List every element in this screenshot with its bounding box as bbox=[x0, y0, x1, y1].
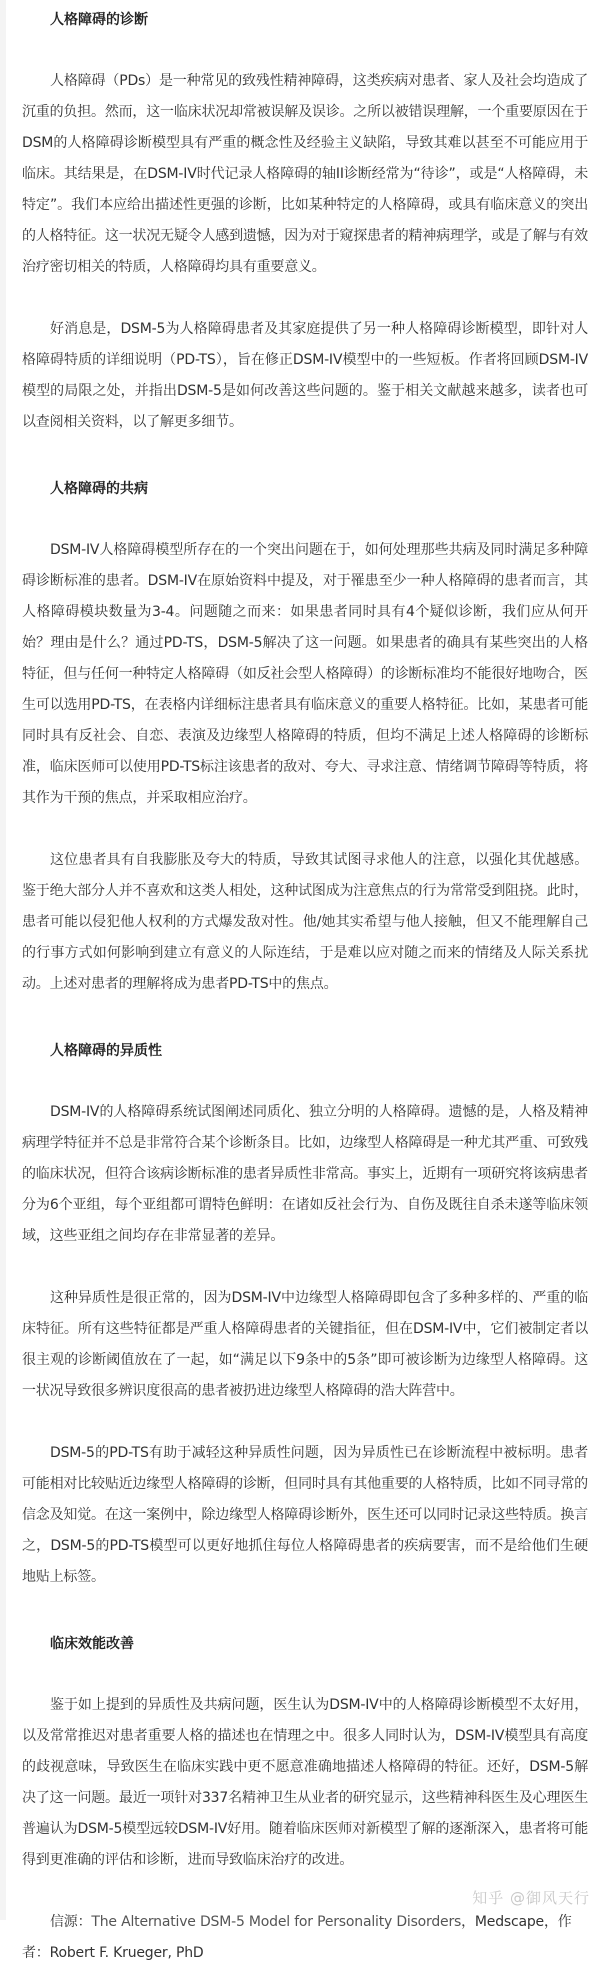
source-title: The Alternative DSM-5 Model for Personality Disorders bbox=[91, 1914, 462, 1930]
section-comorbidity bbox=[22, 474, 588, 1031]
section-heading: 人格障碍的诊断 bbox=[50, 12, 148, 28]
section-heading: 人格障碍的异质性 bbox=[50, 1043, 162, 1059]
section-diagnosis bbox=[22, 5, 588, 469]
paragraph: 这种异质性是很正常的，因为DSM-IV中边缘型人格障碍即包含了多种多样的、严重的临床特征。所有这些特征都是严重人格障碍患者的关键指征，但在DSM-IV中，它们被制定者以很主观的诊断阈值放在了一起，如“满足以下9条中的5条”即可被诊断为边缘型人格障碍。这一状况导致很多辨识度很高的患者被扔进边缘型人格障碍的浩大阵营中。 bbox=[22, 1290, 588, 1399]
paragraph: DSM-IV人格障碍模型所存在的一个突出问题在于，如何处理那些共病及同时满足多种障碍诊断标准的患者。DSM-IV在原始资料中提及，对于罹患至少一种人格障碍的患者而言，其人格障碍模块数量为3-4。问题随之而来：如果患者同时具有4个疑似诊断，我们应从何开始？理由是什么？通过PD-TS，DSM-5解决了这一问题。如果患者的确具有某些突出的人格特征，但与任何一种特定人格障碍（如反社会型人格障碍）的诊断标准均不能很好地吻合，医生可以选用PD-TS，在表格内详细标注患者具有临床意义的重要人格特征。比如，某患者可能同时具有反社会、自恋、表演及边缘型人格障碍的特质，但均不满足上述人格障碍的诊断标准，临床医师可以使用PD-TS标注该患者的敌对、夸大、寻求注意、情绪调节障碍等特质，将其作为干预的焦点，并采取相应治疗。 bbox=[22, 542, 588, 806]
zhihu-watermark: 知乎 @御风天行 bbox=[472, 1889, 590, 1907]
source-citation bbox=[22, 1907, 588, 1969]
paragraph: 鉴于如上提到的异质性及共病问题，医生认为DSM-IV中的人格障碍诊断模型不太好用，以及常常推迟对患者重要人格的描述也在情理之中。很多人同时认为，DSM-IV模型具有高度的歧视意味，导致医生在临床实践中更不愿意准确地描述人格障碍的特征。还好，DSM-5解决了这一问题。最近一项针对337名精神卫生从业者的研究显示，这些精神科医生及心理医生普遍认为DSM-5模型远较DSM-IV好用。随着临床医师对新模型了解的逐渐深入，患者将可能得到更准确的评估和诊断，进而导致临床治疗的改进。 bbox=[22, 1697, 588, 1868]
section-clinical-utility bbox=[22, 1629, 588, 1907]
section-heterogeneity bbox=[22, 1036, 588, 1624]
paragraph: 这位患者具有自我膨胀及夸大的特质，导致其试图寻求他人的注意，以强化其优越感。鉴于绝大部分人并不喜欢和这类人相处，这种试图成为注意焦点的行为常常受到阻挠。此时，患者可能以侵犯他人权利的方式爆发敌对性。他/她其实希望与他人接触，但又不能理解自己的行事方式如何影响到建立有意义的人际连结，于是难以应对随之而来的情绪及人际关系扰动。上述对患者的理解将成为患者PD-TS中的焦点。 bbox=[22, 852, 588, 992]
paragraph: 好消息是，DSM-5为人格障碍患者及其家庭提供了另一种人格障碍诊断模型，即针对人格障碍特质的详细说明（PD-TS），旨在修正DSM-IV模型中的一些短板。作者将回顾DSM-IV模型的局限之处，并指出DSM-5是如何改善这些问题的。鉴于相关文献越来越多，读者也可以查阅相关资料，以了解更多细节。 bbox=[22, 321, 588, 430]
paragraph: DSM-5的PD-TS有助于减轻这种异质性问题，因为异质性已在诊断流程中被标明。患者可能相对比较贴近边缘型人格障碍的诊断，但同时具有其他重要的人格特质，比如不同寻常的信念及知觉。在这一案例中，除边缘型人格障碍诊断外，医生还可以同时记录这些特质。换言之，DSM-5的PD-TS模型可以更好地抓住每位人格障碍患者的疾病要害，而不是给他们生硬地贴上标签。 bbox=[22, 1445, 588, 1585]
section-heading: 临床效能改善 bbox=[50, 1636, 134, 1652]
source-author: Robert F. Krueger, PhD bbox=[49, 1945, 204, 1961]
source-label: 信源： bbox=[50, 1914, 92, 1930]
left-edge-strip bbox=[0, 0, 6, 1920]
source-publisher: ，Medscape，作者： bbox=[22, 1914, 572, 1961]
paragraph: DSM-IV的人格障碍系统试图阐述同质化、独立分明的人格障碍。遗憾的是，人格及精神病理学特征并不总是非常符合某个诊断条目。比如，边缘型人格障碍是一种尤其严重、可致残的临床状况，但符合该病诊断标准的患者异质性非常高。事实上，近期有一项研究将该病患者分为6个亚组，每个亚组都可谓特色鲜明：在诸如反社会行为、自伤及既往自杀未遂等临床领域，这些亚组之间均存在非常显著的差异。 bbox=[22, 1104, 588, 1244]
paragraph: 人格障碍（PDs）是一种常见的致残性精神障碍，这类疾病对患者、家人及社会均造成了沉重的负担。然而，这一临床状况却常被误解及误诊。之所以被错误理解，一个重要原因在于DSM的人格障碍诊断模型具有严重的概念性及经验主义缺陷，导致其难以甚至不可能应用于临床。其结果是，在DSM-IV时代记录人格障碍的轴II诊断经常为“待诊”，或是“人格障碍，未特定”。我们本应给出描述性更强的诊断，比如某种特定的人格障碍，或具有临床意义的突出的人格特征。这一状况无疑令人感到遗憾，因为对于窥探患者的精神病理学，或是了解与有效治疗密切相关的特质，人格障碍均具有重要意义。 bbox=[22, 73, 588, 275]
section-heading: 人格障碍的共病 bbox=[50, 481, 148, 497]
article-body bbox=[22, 0, 588, 1969]
